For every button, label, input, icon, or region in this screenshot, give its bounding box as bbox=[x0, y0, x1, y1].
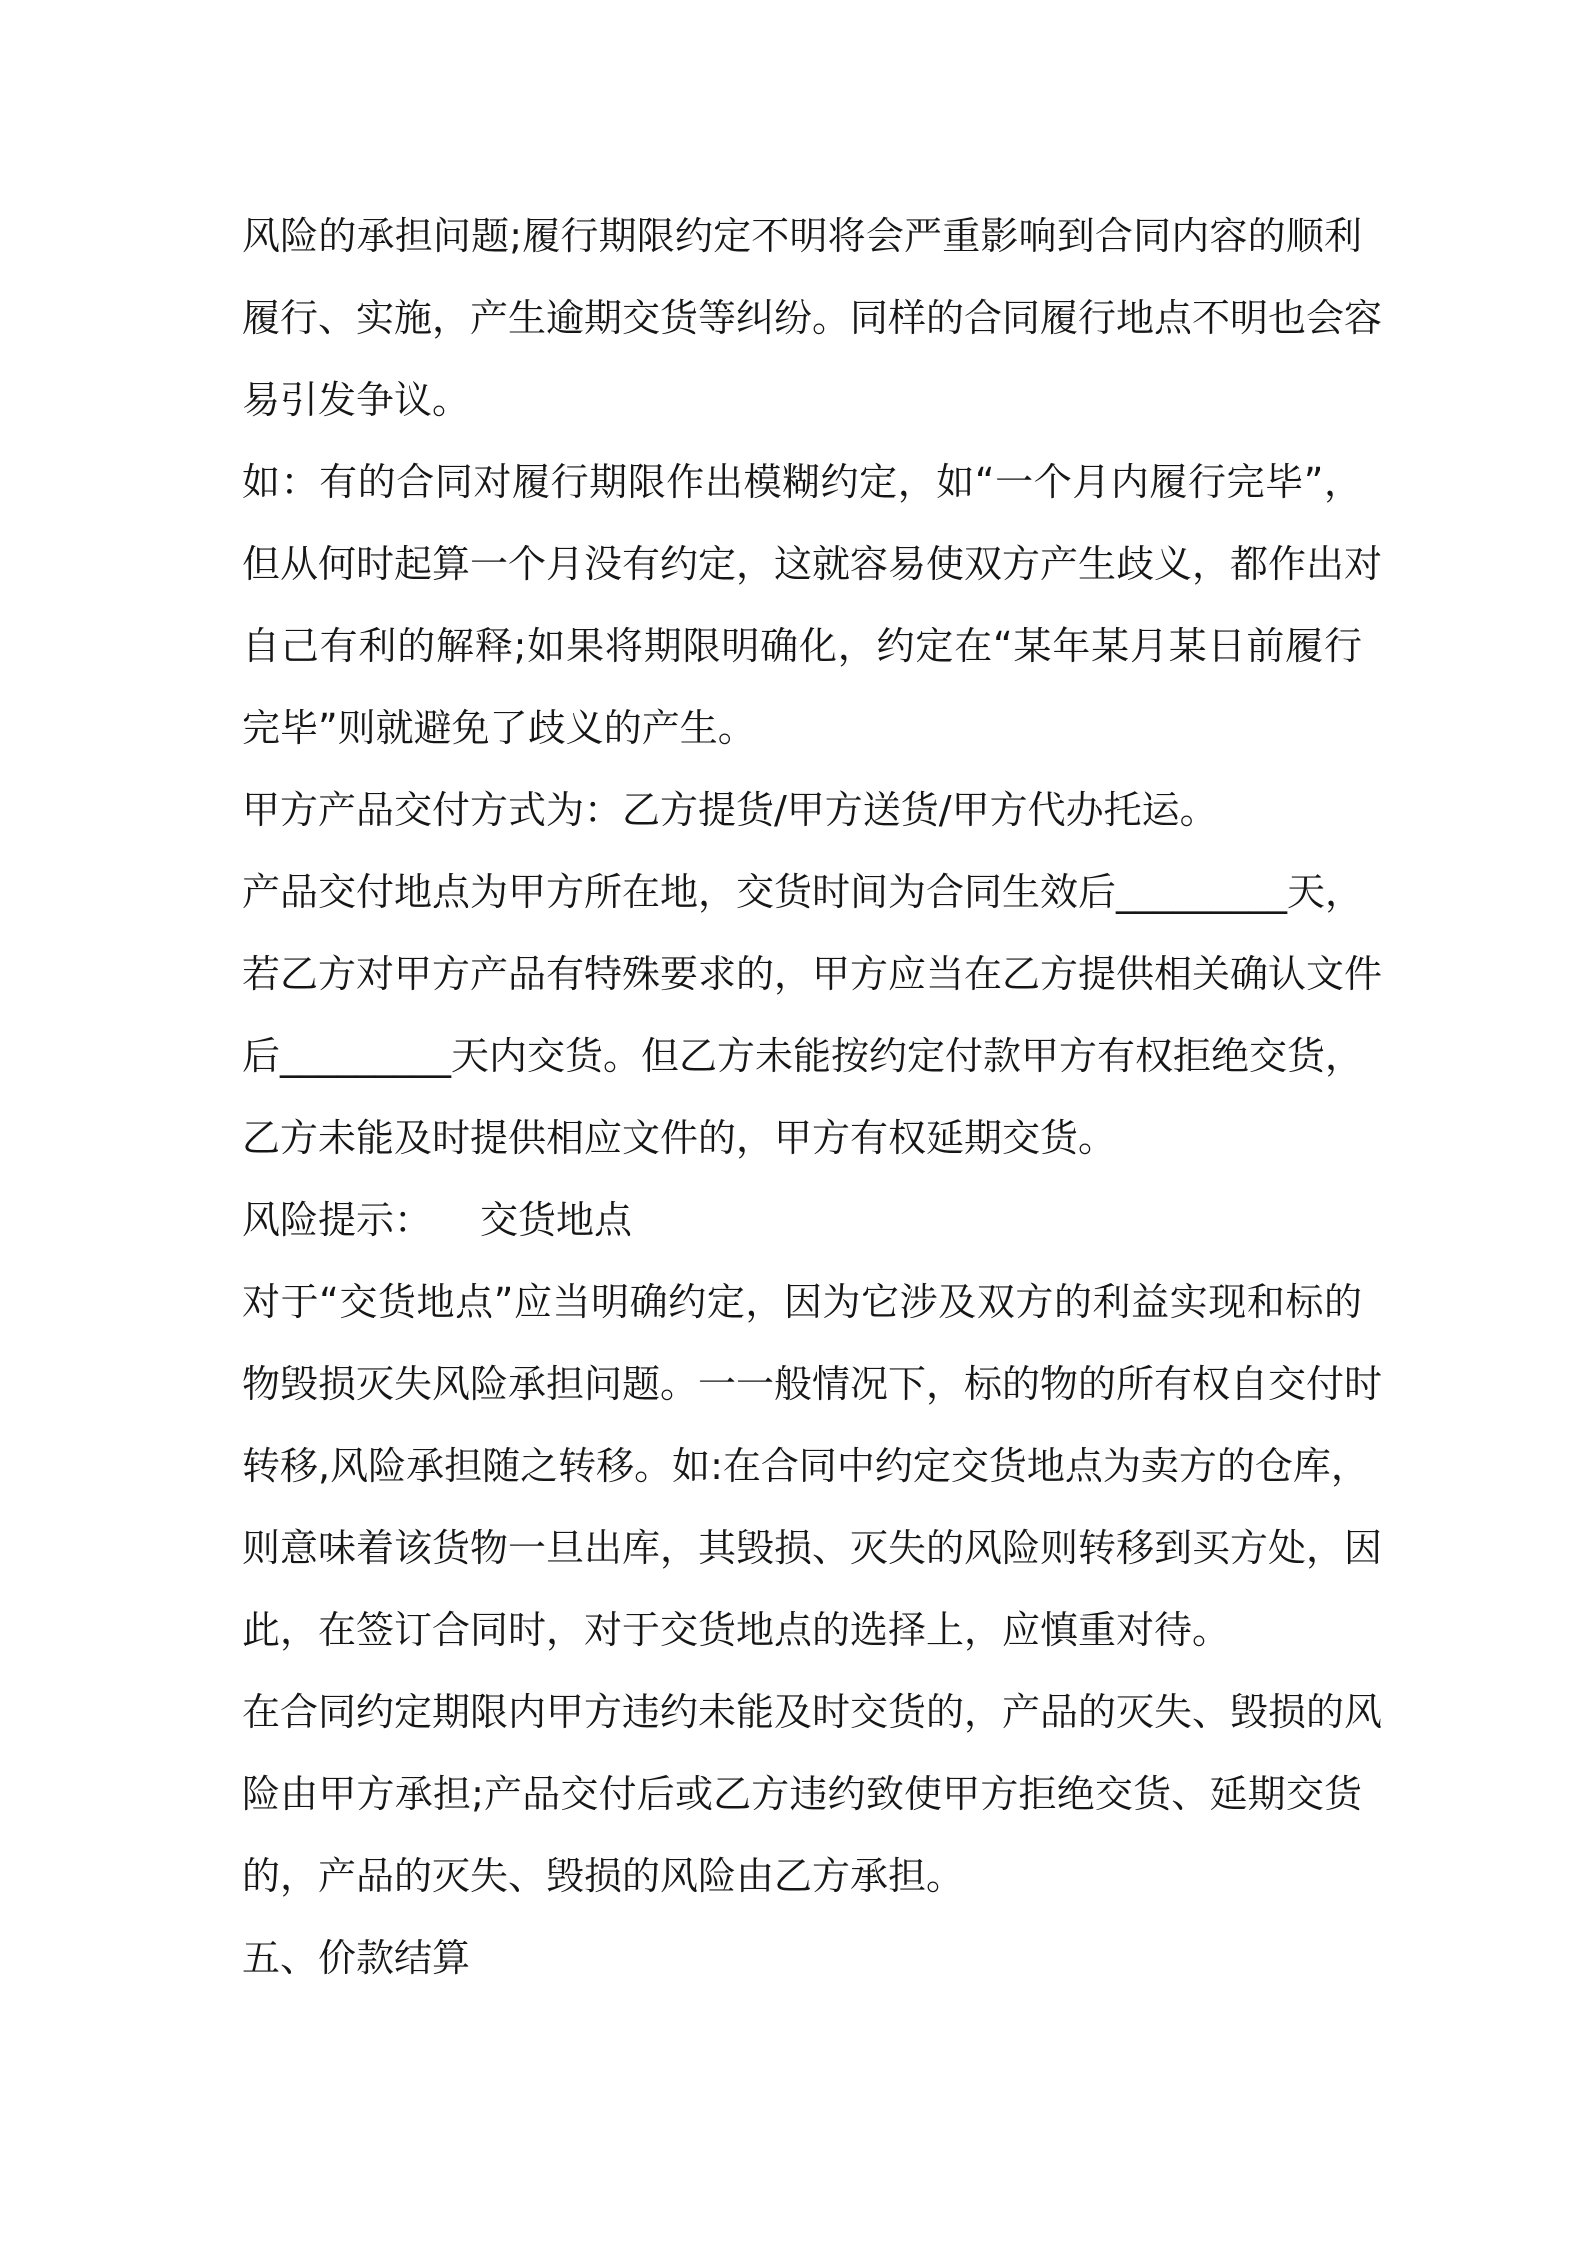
paragraph-line: 的，产品的灭失、毁损的风险由乙方承担。 bbox=[242, 1854, 965, 1898]
paragraph-line: 自己有利的解释;如果将期限明确化，约定在“某年某月某日前履行 bbox=[242, 624, 1362, 668]
risk-tip-label: 风险提示： bbox=[242, 1198, 433, 1242]
section-heading: 五、价款结算 bbox=[242, 1936, 471, 1980]
paragraph-line: 乙方未能及时提供相应文件的，甲方有权延期交货。 bbox=[242, 1116, 1117, 1160]
paragraph-line: 物毁损灭失风险承担问题。一一般情况下，标的物的所有权自交付时 bbox=[242, 1362, 1383, 1406]
paragraph-line: 但从何时起算一个月没有约定，这就容易使双方产生歧义，都作出对 bbox=[242, 542, 1383, 586]
paragraph-line: 履行、实施，产生逾期交货等纠纷。同样的合同履行地点不明也会容 bbox=[242, 296, 1383, 340]
paragraph-line: 产品交付地点为甲方所在地，交货时间为合同生效后_________天， bbox=[242, 870, 1364, 914]
paragraph-line: 转移,风险承担随之转移。如:在合同中约定交货地点为卖方的仓库， bbox=[242, 1444, 1369, 1488]
document-body bbox=[242, 195, 1383, 1999]
paragraph-line: 易引发争议。 bbox=[242, 378, 471, 422]
paragraph-line: 对于“交货地点”应当明确约定，因为它涉及双方的利益实现和标的 bbox=[242, 1280, 1362, 1324]
paragraph-line: 如：有的合同对履行期限作出模糊约定，如“一个月内履行完毕”， bbox=[242, 460, 1362, 504]
paragraph-line: 若乙方对甲方产品有特殊要求的，甲方应当在乙方提供相关确认文件 bbox=[242, 952, 1383, 996]
paragraph-line: 完毕”则就避免了歧义的产生。 bbox=[242, 706, 756, 750]
risk-tip-line bbox=[242, 1179, 1362, 1261]
paragraph-line: 险由甲方承担;产品交付后或乙方违约致使甲方拒绝交货、延期交货 bbox=[242, 1772, 1362, 1816]
paragraph-line: 风险的承担问题;履行期限约定不明将会严重影响到合同内容的顺利 bbox=[242, 214, 1362, 258]
paragraph-line: 则意味着该货物一旦出库，其毁损、灭失的风险则转移到买方处，因 bbox=[242, 1526, 1383, 1570]
paragraph-line: 在合同约定期限内甲方违约未能及时交货的，产品的灭失、毁损的风 bbox=[242, 1690, 1383, 1734]
paragraph-line: 此，在签订合同时，对于交货地点的选择上，应慎重对待。 bbox=[242, 1608, 1231, 1652]
risk-tip-topic: 交货地点 bbox=[480, 1198, 633, 1242]
paragraph-line: 后_________天内交货。但乙方未能按约定付款甲方有权拒绝交货， bbox=[242, 1034, 1364, 1078]
paragraph-line: 甲方产品交付方式为：乙方提货/甲方送货/甲方代办托运。 bbox=[242, 788, 1218, 832]
